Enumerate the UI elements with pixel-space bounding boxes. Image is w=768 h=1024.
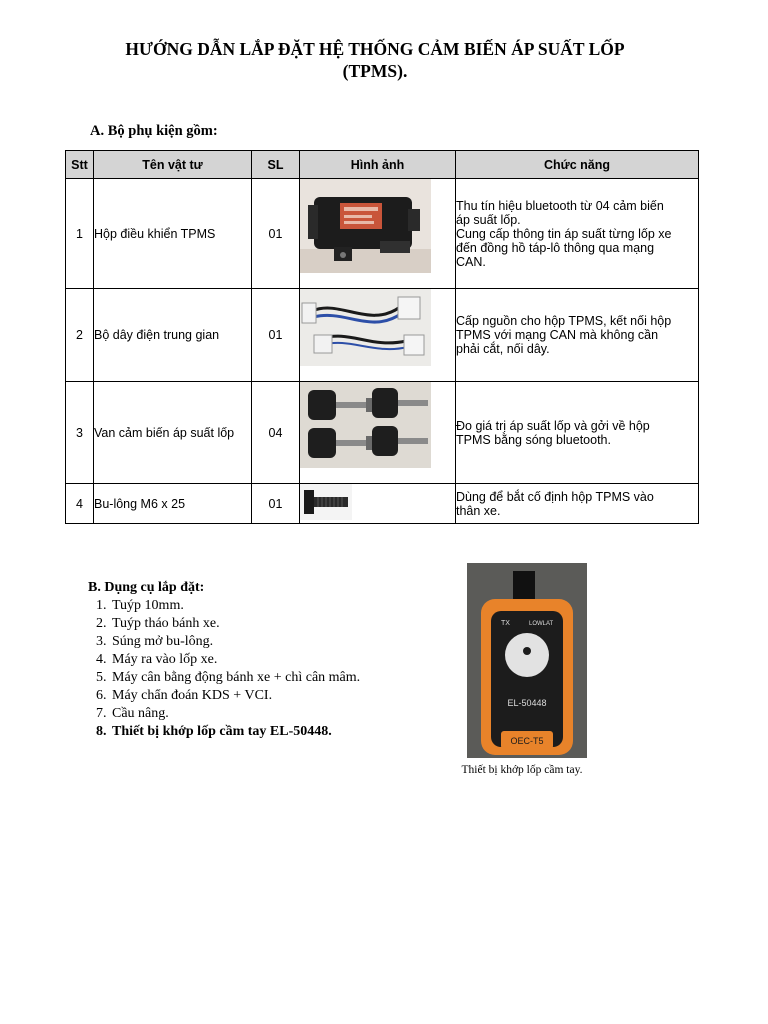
list-item: 7. Cầu nâng. [110,705,360,723]
document-title [60,38,690,82]
col-name: Tên vật tư [94,151,252,179]
row-function [456,484,699,524]
list-item: 1. Tuýp 10mm. [110,597,360,615]
list-item: 8. Thiết bị khớp lốp cầm tay EL-50448. [110,723,360,741]
title-line-2: (TPMS). [342,61,408,81]
row-function [456,289,699,382]
table-row [66,179,699,289]
row-image [300,484,456,524]
tpms-control-box-image [300,179,431,273]
table-header-row [66,151,699,179]
row-image [300,382,456,484]
tool-label-tx: TX [501,620,510,627]
table-row [66,484,699,524]
function-line: Thu tín hiệu bluetooth từ 04 cảm biến [456,198,664,213]
row-stt: 3 [66,382,94,484]
row-function [456,382,699,484]
col-function: Chức năng [456,151,699,179]
tool-label-lowlat: LOWLAT [529,621,554,627]
list-item: 3. Súng mở bu-lông. [110,633,360,651]
row-stt: 1 [66,179,94,289]
tool-caption: Thiết bị khớp lốp cầm tay. [461,764,583,776]
tool-brand-label: OEC-T5 [510,736,544,746]
row-qty: 01 [252,289,300,382]
row-name: Van cảm biến áp suất lốp [94,382,252,484]
function-line: CAN. [456,254,486,269]
function-line: Cấp nguồn cho hộp TPMS, kết nối hộp [456,314,672,328]
valve-sensors-image [300,382,431,468]
function-line: TPMS bằng sóng bluetooth. [456,432,611,447]
row-name: Hộp điều khiển TPMS [94,179,252,289]
bolt-image [300,484,352,520]
function-line: phải cắt, nối dây. [456,342,550,356]
function-line: Dùng để bắt cố định hộp TPMS vào [456,489,654,504]
row-image [300,289,456,382]
list-item: 4. Máy ra vào lốp xe. [110,651,360,669]
section-b [88,579,360,741]
col-stt: Stt [66,151,94,179]
function-line: đến đồng hồ táp-lô thông qua mạng [456,240,655,255]
col-image: Hình ảnh [300,151,456,179]
tpms-tool-photo [467,563,587,758]
parts-table [65,150,699,524]
row-stt: 2 [66,289,94,382]
function-line: áp suất lốp. [456,212,521,227]
section-b-heading: B. Dụng cụ lắp đặt: [88,580,205,595]
table-row [66,382,699,484]
list-item: 2. Tuýp tháo bánh xe. [110,615,360,633]
row-qty: 04 [252,382,300,484]
function-line: Cung cấp thông tin áp suất từng lốp xe [456,226,672,241]
row-name: Bộ dây điện trung gian [94,289,252,382]
col-qty: SL [252,151,300,179]
tool-model-label: EL-50448 [507,698,547,708]
tools-list [88,597,360,741]
list-item: 5. Máy cân bằng động bánh xe + chì cân mâm. [110,669,360,687]
row-image [300,179,456,289]
list-item: 6. Máy chẩn đoán KDS + VCI. [110,687,360,705]
row-qty: 01 [252,484,300,524]
wiring-harness-image [300,289,431,366]
function-line: TPMS với mạng CAN mà không cần [456,328,659,342]
row-qty: 01 [252,179,300,289]
row-function [456,179,699,289]
function-line: Đo giá trị áp suất lốp và gởi về hộp [456,418,650,433]
row-name: Bu-lông M6 x 25 [94,484,252,524]
title-line-1: HƯỚNG DẪN LẮP ĐẶT HỆ THỐNG CẢM BIẾN ÁP SUẤT LỐP [125,39,625,59]
table-row [66,289,699,382]
section-a-heading: A. Bộ phụ kiện gồm: [90,123,218,139]
row-stt: 4 [66,484,94,524]
function-line: thân xe. [456,503,501,518]
